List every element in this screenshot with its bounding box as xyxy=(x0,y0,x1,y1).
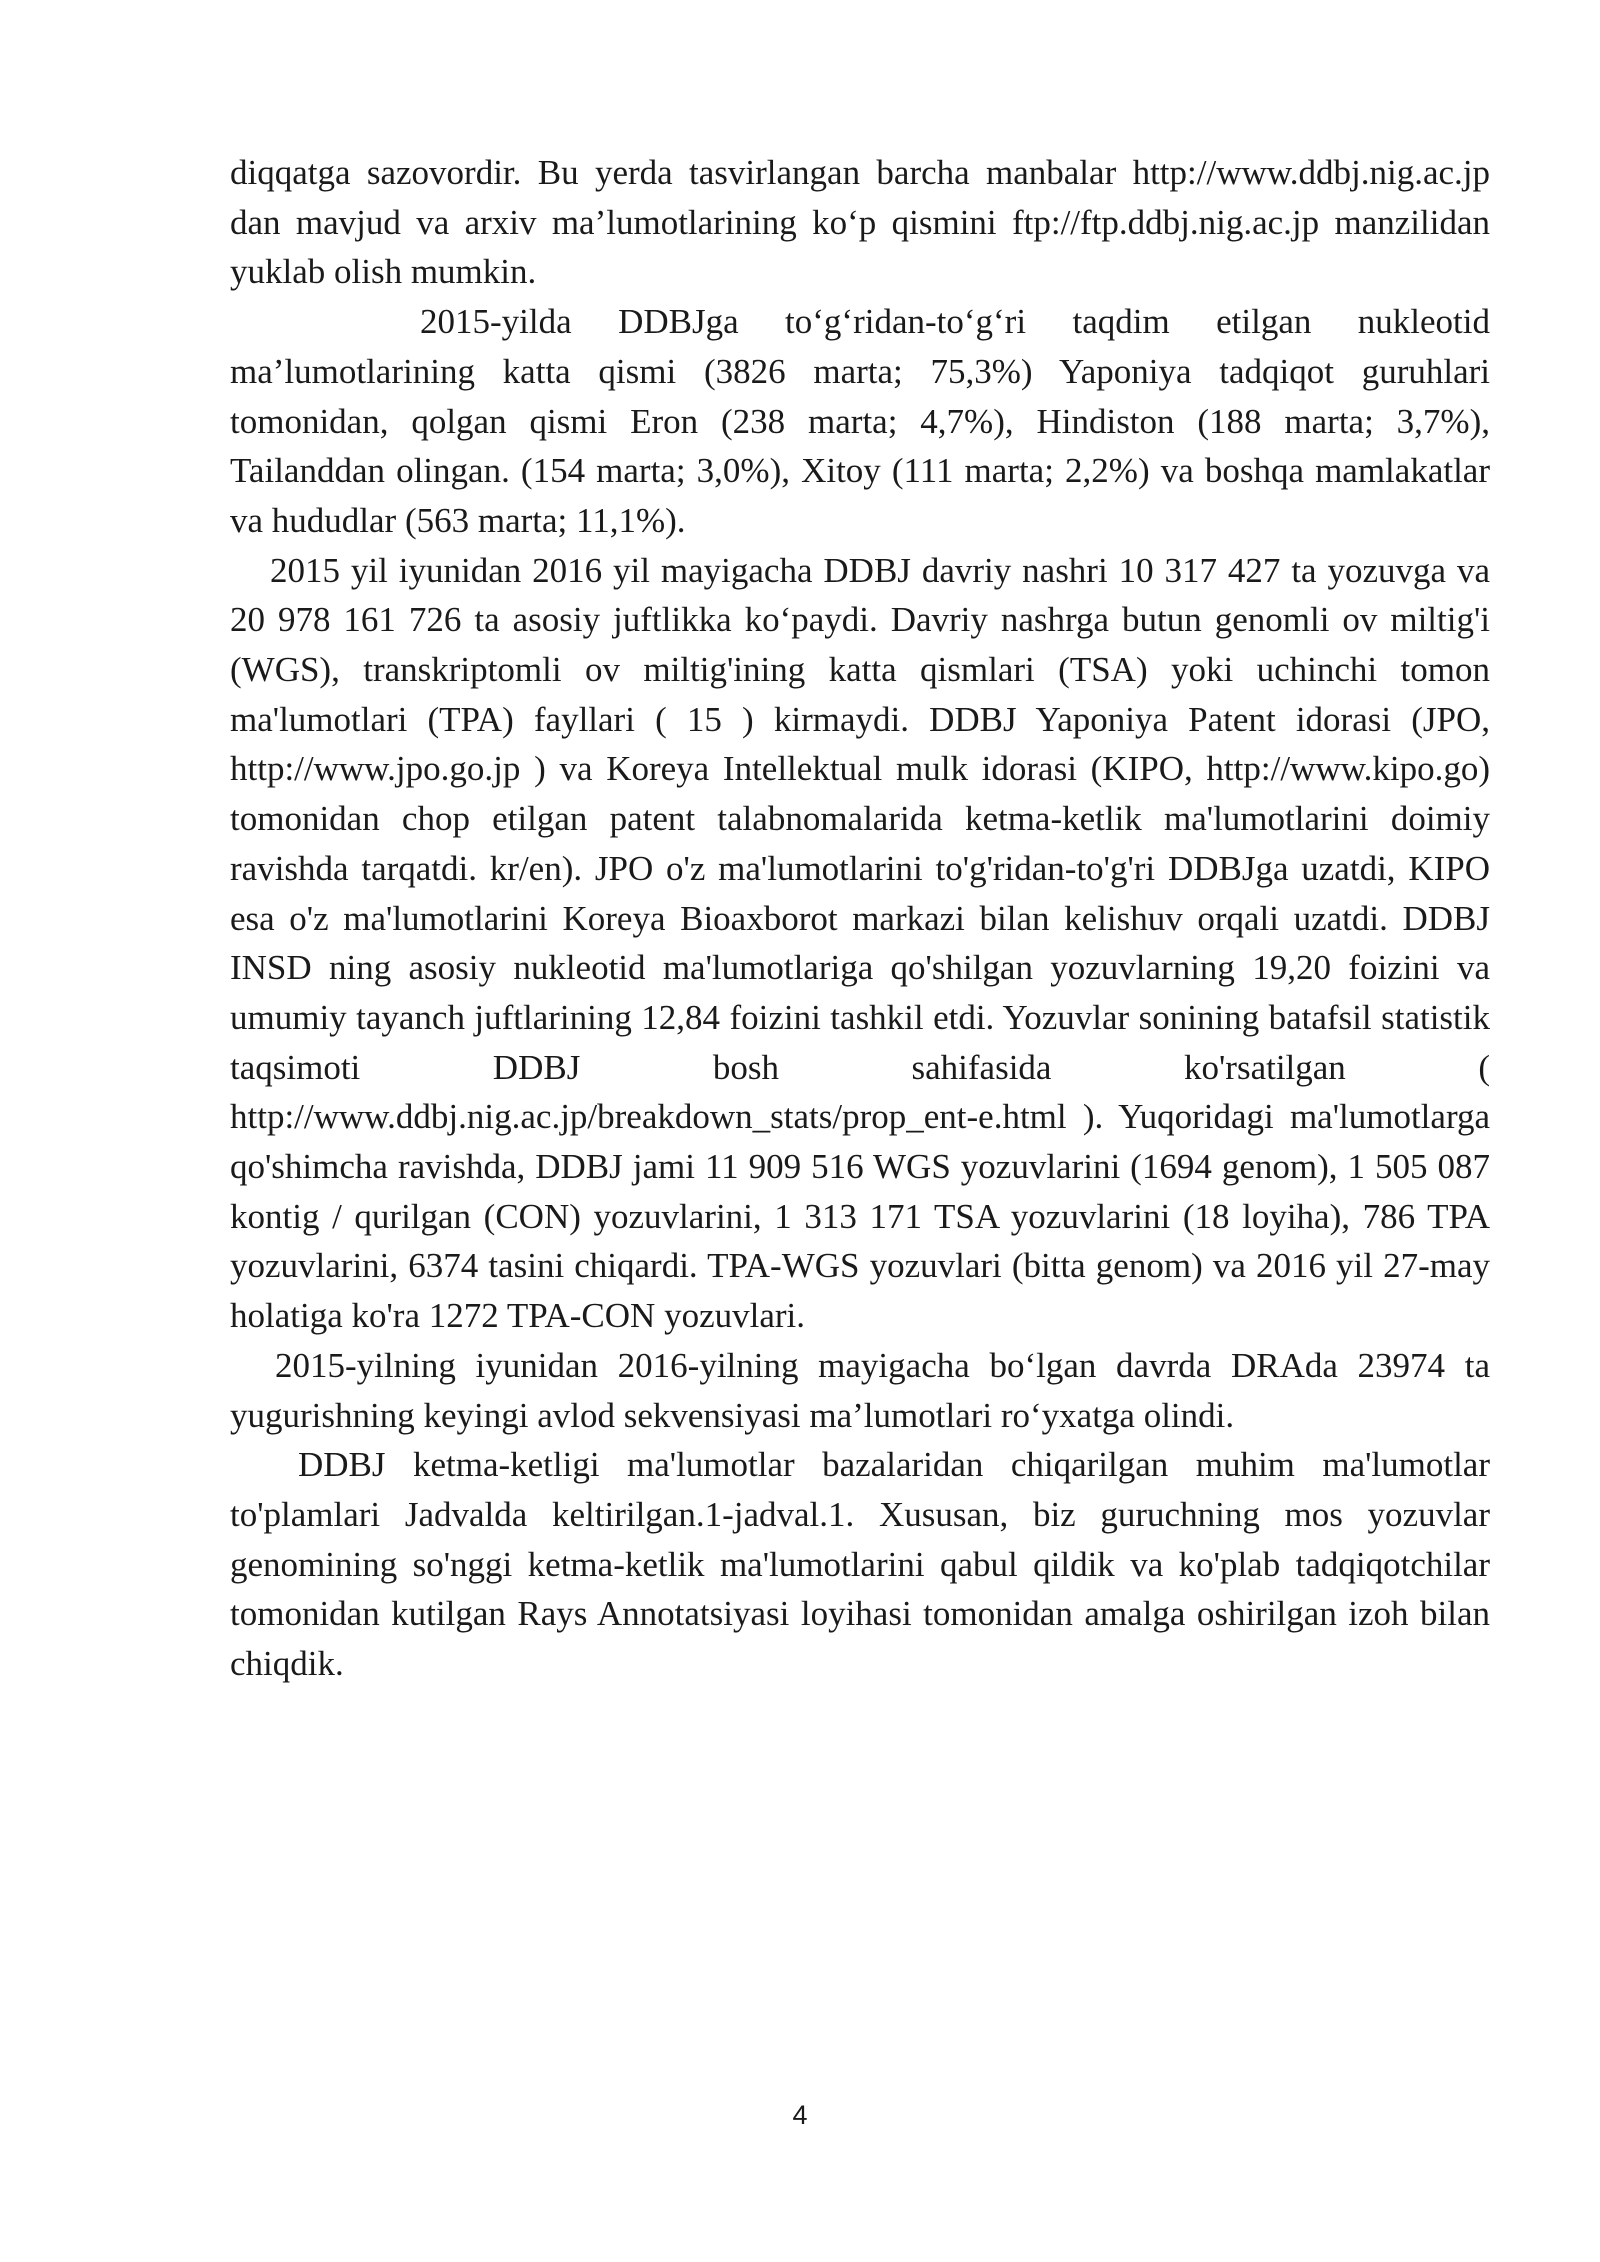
document-body xyxy=(230,148,1490,1689)
paragraph-continued-sources: diqqatga sazovordir. Bu yerda tasvirlangan barcha manbalar http://www.ddbj.nig.ac.jp dan mavjud va arxiv ma’lumotlarining ko‘p qismini ftp://ftp.ddbj.nig.ac.jp manzilidan yuklab olish mumkin. xyxy=(230,153,1490,292)
paragraph-2015-submissions: 2015-yilda DDBJga to‘g‘ridan-to‘g‘ri taqdim etilgan nukleotid ma’lumotlarining katta qismi (3826 marta; 75,3%) Yaponiya tadqiqot guruhlari tomonidan, qolgan qismi Eron (238 marta; 4,7%), Hindiston (188 marta; 3,7%), Tailanddan olingan. (154 marta; 3,0%), Xitoy (111 marta; 2,2%) va boshqa mamlakatlar va hududlar (563 marta; 11,1%). xyxy=(230,302,1490,540)
page-number: 4 xyxy=(792,2100,808,2130)
paragraph-dra-runs: 2015-yilning iyunidan 2016-yilning mayigacha bo‘lgan davrda DRAda 23974 ta yugurishning keyingi avlod sekvensiyasi ma’lumotlari ro‘yxatga olindi. xyxy=(230,1345,1490,1435)
paragraph-periodic-release: 2015 yil iyunidan 2016 yil mayigacha DDBJ davriy nashri 10 317 427 ta yozuvga va 20 978 161 726 ta asosiy juftlikka ko‘paydi. Davriy nashrga butun genomli ov miltig'i (WGS), transkriptomli ov miltig'ining katta qismlari (TSA) yoki uchinchi tomon ma'lumotlari (TPA) fayllari ( 15 ) kirmaydi. DDBJ Yaponiya Patent idorasi (JPO, http://www.jpo.go.jp ) va Koreya Intellektual mulk idorasi (KIPO, http://www.kipo.go) tomonidan chop etilgan patent talabnomalarida ketma-ketlik ma'lumotlarini doimiy ravishda tarqatdi. kr/en). JPO o'z ma'lumotlarini to'g'ridan-to'g'ri DDBJga uzatdi, KIPO esa o'z ma'lumotlarini Koreya Bioaxborot markazi bilan kelishuv orqali uzatdi. DDBJ INSD ning asosiy nukleotid ma'lumotlariga qo'shilgan yozuvlarning 19,20 foizini va umumiy tayanch juftlarining 12,84 foizini tashkil etdi. Yozuvlar sonining batafsil statistik taqsimoti DDBJ bosh sahifasida ko'rsatilgan ( http://www.ddbj.nig.ac.jp/breakdown_stats/prop_ent-e.html ). Yuqoridagi ma'lumotlarga qo'shimcha ravishda, DDBJ jami 11 909 516 WGS yozuvlarini (1694 genom), 1 505 087 kontig / qurilgan (CON) yozuvlarini, 1 313 171 TSA yozuvlarini (18 loyiha), 786 TPA yozuvlarini, 6374 tasini chiqardi. TPA-WGS yozuvlari (bitta genom) va 2016 yil 27-may holatiga ko'ra 1272 TPA-CON yozuvlari. xyxy=(230,550,1490,1336)
paragraph-important-datasets: DDBJ ketma-ketligi ma'lumotlar bazalaridan chiqarilgan muhim ma'lumotlar to'plamlari Jadvalda keltirilgan.1-jadval.1. Xususan, biz guruchning mos yozuvlar genomining so'nggi ketma-ketlik ma'lumotlarini qabul qildik va ko'plab tadqiqotchilar tomonidan kutilgan Rays Annotatsiyasi loyihasi tomonidan amalga oshirilgan izoh bilan chiqdik. xyxy=(230,1445,1490,1684)
